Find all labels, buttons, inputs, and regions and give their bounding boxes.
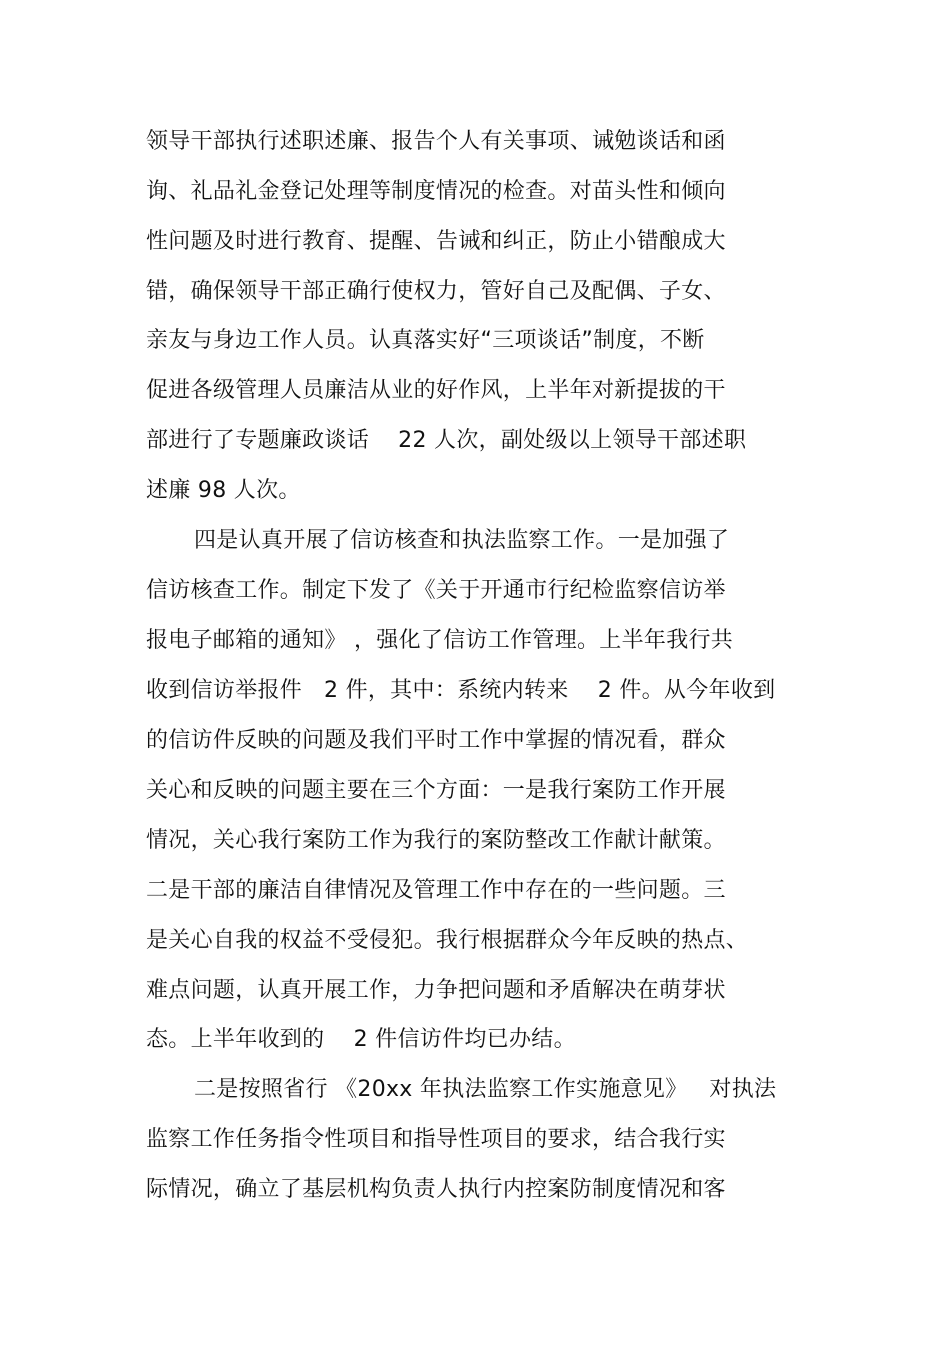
paragraph-first-line: 二是按照省行 《20xx 年执法监察工作实施意见》 对执法	[194, 1077, 777, 1102]
text-line: 部进行了专题廉政谈话 22 人次，副处级以上领导干部述职	[146, 428, 747, 453]
text-line: 情况，关心我行案防工作为我行的案防整改工作献计献策。	[146, 828, 726, 853]
text-line: 态。上半年收到的 2 件信访件均已办结。	[146, 1027, 576, 1052]
paragraph-first-line: 四是认真开展了信访核查和执法监察工作。一是加强了	[194, 528, 730, 553]
text-line: 际情况，确立了基层机构负责人执行内控案防制度情况和客	[146, 1177, 726, 1202]
text-line: 的信访件反映的问题及我们平时工作中掌握的情况看，群众	[146, 728, 726, 753]
text-line: 询、礼品礼金登记处理等制度情况的检查。对苗头性和倾向	[146, 179, 726, 204]
text-line: 述廉 98 人次。	[146, 478, 301, 503]
text-line: 收到信访举报件 2 件，其中：系统内转来 2 件。从今年收到	[146, 678, 776, 703]
text-line: 是关心自我的权益不受侵犯。我行根据群众今年反映的热点、	[146, 928, 749, 953]
text-line: 性问题及时进行教育、提醒、告诫和纠正，防止小错酿成大	[146, 229, 726, 254]
text-line: 监察工作任务指令性项目和指导性项目的要求，结合我行实	[146, 1127, 726, 1152]
text-line: 信访核查工作。制定下发了《关于开通市行纪检监察信访举	[146, 578, 726, 603]
text-line: 报电子邮箱的通知》 ，强化了信访工作管理。上半年我行共	[146, 628, 734, 653]
text-line: 关心和反映的问题主要在三个方面：一是我行案防工作开展	[146, 778, 726, 803]
text-line: 难点问题，认真开展工作，力争把问题和矛盾解决在萌芽状	[146, 978, 726, 1003]
text-line: 促进各级管理人员廉洁从业的好作风，上半年对新提拔的干	[146, 378, 726, 403]
text-line: 亲友与身边工作人员。认真落实好“三项谈话”制度，不断	[146, 328, 705, 353]
text-line: 二是干部的廉洁自律情况及管理工作中存在的一些问题。三	[146, 878, 726, 903]
text-line: 错，确保领导干部正确行使权力，管好自己及配偶、子女、	[146, 279, 726, 304]
text-line: 领导干部执行述职述廉、报告个人有关事项、诫勉谈话和函	[146, 129, 726, 154]
